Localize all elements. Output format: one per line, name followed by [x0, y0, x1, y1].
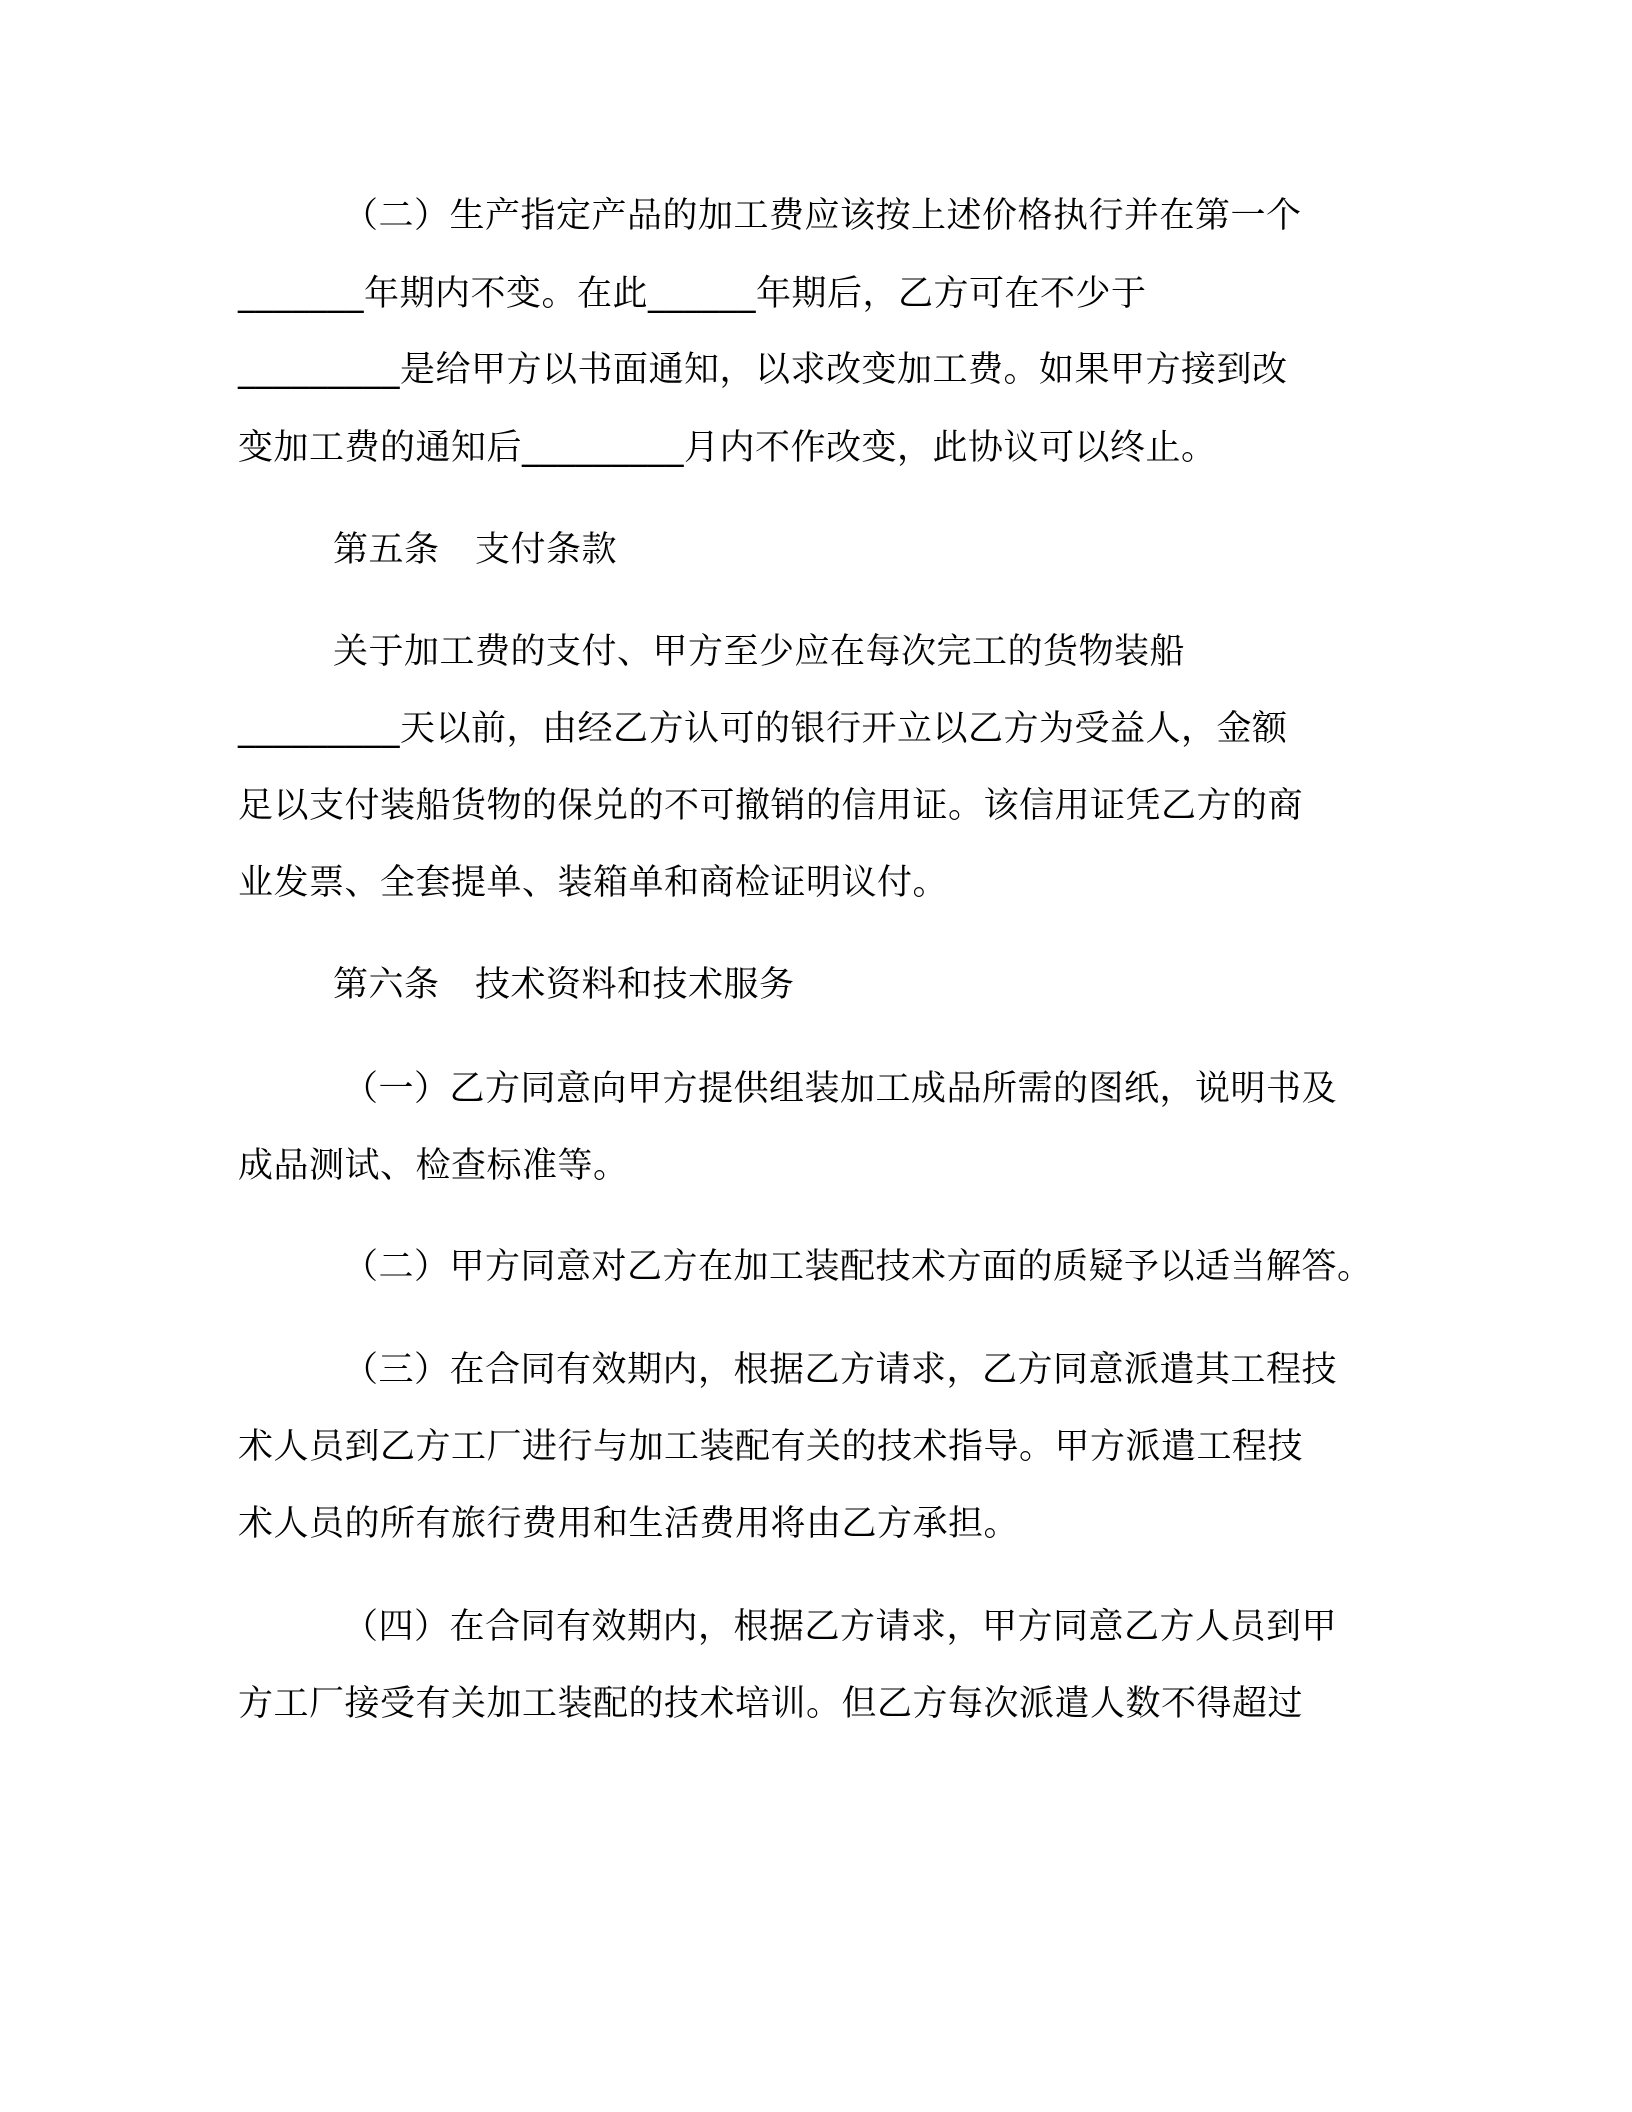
paragraph-line: （一）乙方同意向甲方提供组装加工成品所需的图纸，说明书及 — [343, 1069, 1338, 1109]
paragraph-line: （三）在合同有效期内，根据乙方请求，乙方同意派遣其工程技 — [343, 1350, 1338, 1390]
paragraph-line: _________天以前，由经乙方认可的银行开立以乙方为受益人，金额 — [238, 709, 1288, 749]
paragraph-line: 方工厂接受有关加工装配的技术培训。但乙方每次派遣人数不得超过 — [238, 1684, 1304, 1724]
paragraph-line: 足以支付装船货物的保兑的不可撤销的信用证。该信用证凭乙方的商 — [238, 786, 1304, 826]
paragraph-line: 术人员到乙方工厂进行与加工装配有关的技术指导。甲方派遣工程技 — [238, 1427, 1304, 1467]
section-heading: 第六条 技术资料和技术服务 — [333, 965, 795, 1005]
section-heading: 第五条 支付条款 — [333, 530, 618, 570]
paragraph-line: 成品测试、检查标准等。 — [238, 1146, 629, 1186]
paragraph-line: （二）甲方同意对乙方在加工装配技术方面的质疑予以适当解答。 — [343, 1247, 1373, 1287]
paragraph-line: （四）在合同有效期内，根据乙方请求，甲方同意乙方人员到甲 — [343, 1607, 1338, 1647]
paragraph-line: 变加工费的通知后_________月内不作改变，此协议可以终止。 — [238, 428, 1217, 468]
paragraph-line: _________是给甲方以书面通知，以求改变加工费。如果甲方接到改 — [238, 350, 1288, 390]
paragraph-line: 关于加工费的支付、甲方至少应在每次完工的货物装船 — [333, 632, 1186, 672]
paragraph-line: （二）生产指定产品的加工费应该按上述价格执行并在第一个 — [343, 196, 1302, 236]
paragraph-line: 业发票、全套提单、装箱单和商检证明议付。 — [238, 863, 949, 903]
paragraph-line: 术人员的所有旅行费用和生活费用将由乙方承担。 — [238, 1504, 1020, 1544]
paragraph-line: _______年期内不变。在此______年期后，乙方可在不少于 — [238, 274, 1147, 314]
